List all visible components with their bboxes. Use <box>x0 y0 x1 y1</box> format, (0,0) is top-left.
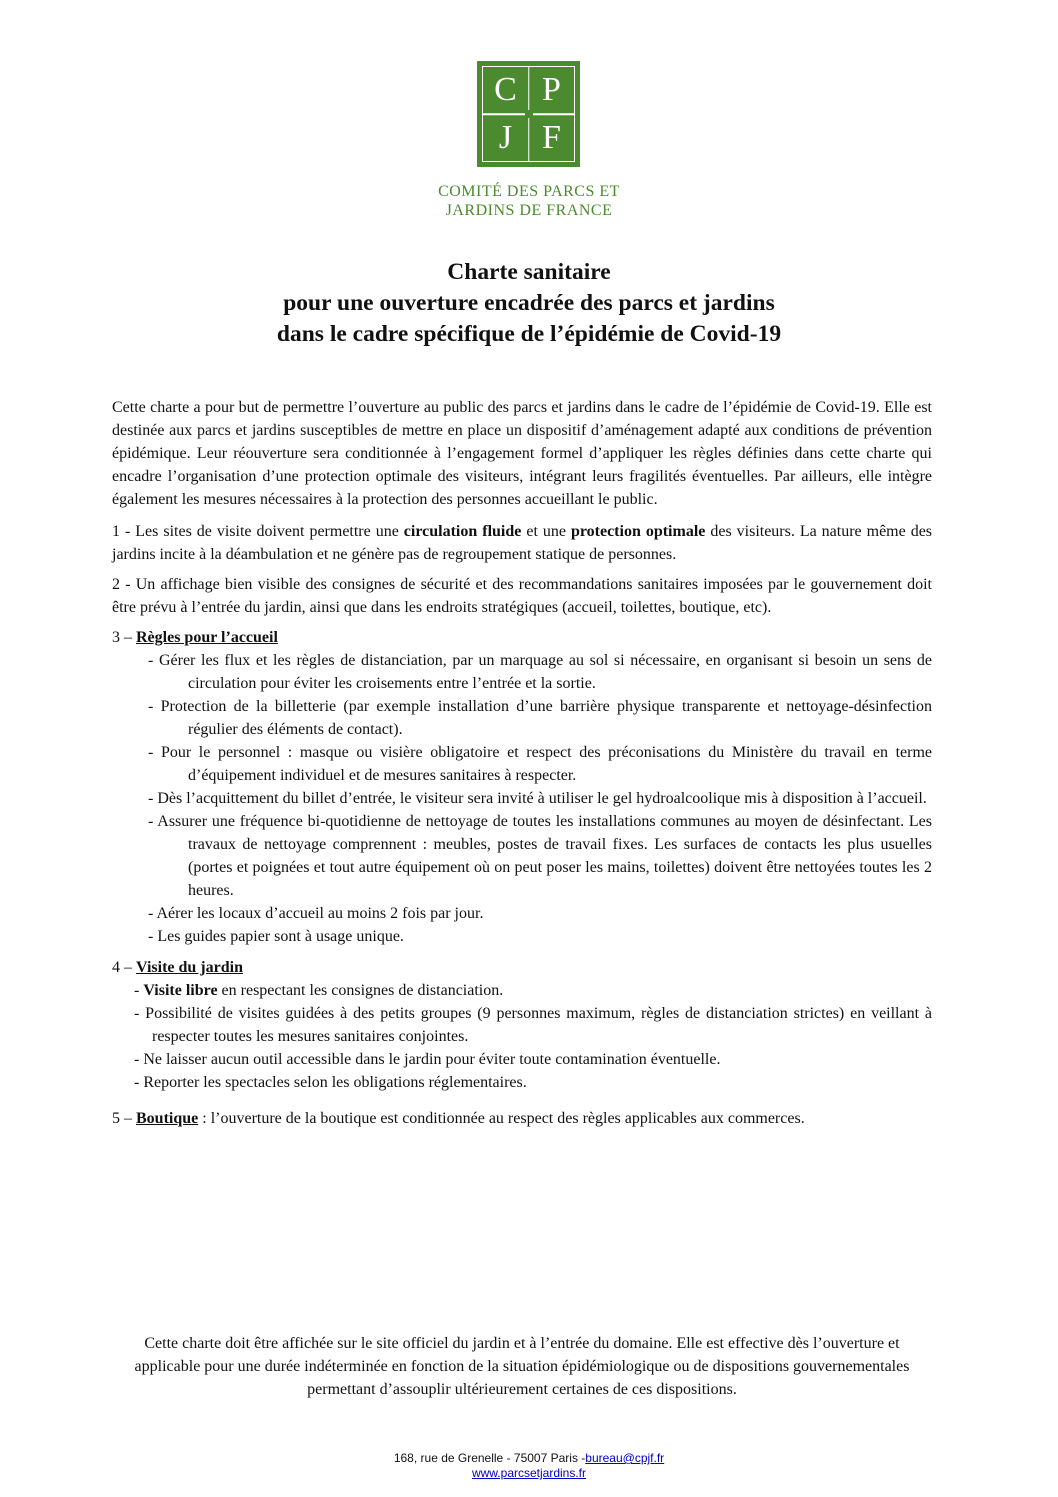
list-item: - Gérer les flux et les règles de distanciation, par un marquage au sol si nécessaire, en organisant si besoin un sens de circulation pour éviter les croisements entre l’entrée et la sortie. <box>148 652 932 692</box>
list-item: - Les guides papier sont à usage unique. <box>148 928 404 945</box>
section-4-title: Visite du jardin <box>136 959 243 976</box>
section-1 <box>112 520 932 566</box>
closing-paragraph: Cette charte doit être affichée sur le site officiel du jardin et à l’entrée du domaine. Elle est effective dès l’ouverture et applicable pour une durée indéterminée en fonction de la situation épidémiologique ou de dispositions gouvernementales permettant d’assouplir ultérieurement certaines de ces dispositions. <box>134 1335 910 1398</box>
list-item: - Possibilité de visites guidées à des petits groupes (9 personnes maximum, règles de distanciation strictes) en veillant à respecter toutes les mesures sanitaires conjointes. <box>134 1005 932 1045</box>
list-item: - Assurer une fréquence bi-quotidienne de nettoyage de toutes les installations communes au moyen de désinfectant. Les travaux de nettoyage comprennent : meubles, postes de travail fixes. Les surfaces de contacts les plus usuelles (portes et poignées et tout autre équipement où on peut poser les mains, toilettes) doivent être nettoyées toutes les 2 heures. <box>148 813 932 899</box>
document-title <box>100 257 958 350</box>
list-item: - Aérer les locaux d’accueil au moins 2 fois par jour. <box>148 905 484 922</box>
footer-email-link[interactable]: bureau@cpjf.fr <box>585 1451 665 1465</box>
section-4-heading <box>112 956 932 979</box>
logo-letter-j: J <box>498 119 513 156</box>
section-5 <box>112 1107 932 1130</box>
section-4-number: 4 – <box>112 959 136 976</box>
footer-address: 168, rue de Grenelle - 75007 Paris - <box>393 1451 586 1465</box>
intro-paragraph: Cette charte a pour but de permettre l’ouverture au public des parcs et jardins dans le cadre de l’épidémie de Covid-19. Elle est destinée aux parcs et jardins susceptibles de mettre en place un dispositif d’aménagement adapté aux conditions de prévention épidémique. Leur réouverture sera conditionnée à l’engagement formel d’appliquer les règles définies dans cette charte qui encadre l’organisation d’une protection optimale des visiteurs, intégrant leurs fragilités éventuelles. Par ailleurs, elle intègre également les mesures nécessaires à la protection des personnes accueillant le public. <box>112 399 932 508</box>
footer-line1 <box>300 1451 758 1466</box>
list-item: - Dès l’acquittement du billet d’entrée, le visiteur sera invité à utiliser le gel hydroalcoolique mis à disposition à l’accueil. <box>148 790 927 807</box>
section-5-number: 5 – <box>112 1110 136 1127</box>
section-1-text-a: Les sites de visite doivent permettre une <box>130 523 404 540</box>
section-1-bold-a: circulation fluide <box>403 523 522 540</box>
logo-letter-f: F <box>542 119 561 156</box>
footer-website-link[interactable]: www.parcsetjardins.fr <box>471 1466 587 1480</box>
section-2-text: Un affichage bien visible des consignes de sécurité et des recommandations sanitaires imposées par le gouvernement doit être prévu à l’entrée du jardin, ainsi que dans les endroits stratégiques (accueil, toilettes, boutique, etc). <box>112 576 933 616</box>
logo-caption <box>400 182 658 220</box>
section-3-list <box>112 649 932 948</box>
logo-center-mark <box>525 110 533 118</box>
title-line3: dans le cadre spécifique de l’épidémie de Covid-19 <box>276 321 782 347</box>
section-1-number: 1 - <box>112 523 131 540</box>
page-footer <box>300 1451 758 1481</box>
footer-line2 <box>300 1466 758 1481</box>
cpjf-logo <box>477 61 580 167</box>
section-2-number: 2 - <box>112 576 131 593</box>
list-item: - Pour le personnel : masque ou visière obligatoire et respect des préconisations du Ministère du travail en terme d’équipement individuel et de mesures sanitaires à respecter. <box>148 744 932 784</box>
section-4-list <box>112 979 932 1094</box>
section-3-number: 3 – <box>112 629 136 646</box>
section-5-text: : l’ouverture de la boutique est conditionnée au respect des règles applicables aux commerces. <box>198 1110 805 1127</box>
title-line1: Charte sanitaire <box>447 259 611 285</box>
title-line2: pour une ouverture encadrée des parcs et jardins <box>283 290 775 316</box>
logo-caption-line1: COMITÉ DES PARCS ET <box>438 183 620 200</box>
document-body <box>112 396 932 1130</box>
section-2 <box>112 573 932 619</box>
logo-letter-p: P <box>542 71 561 108</box>
list-item: - Ne laisser aucun outil accessible dans le jardin pour éviter toute contamination éventuelle. <box>134 1051 721 1068</box>
section-1-text-b: et une <box>521 523 571 540</box>
section-3-title: Règles pour l’accueil <box>136 629 278 646</box>
list-item-dash: - <box>134 982 144 999</box>
logo-letter-c: C <box>494 71 517 108</box>
section-3-heading <box>112 626 932 649</box>
logo-frame <box>482 66 575 162</box>
list-item-text: en respectant les consignes de distanciation. <box>217 982 504 999</box>
list-item: - Protection de la billetterie (par exemple installation d’une barrière physique transparente et nettoyage-désinfection régulier des éléments de contact). <box>148 698 932 738</box>
list-item-bold: Visite libre <box>143 982 218 999</box>
section-1-bold-b: protection optimale <box>570 523 706 540</box>
list-item <box>134 979 932 1002</box>
section-5-title: Boutique <box>136 1110 199 1127</box>
section-1-text-c: des visiteurs. La nature même des jardins incite à la déambulation et ne génère pas de regroupement statique de personnes. <box>112 523 933 563</box>
logo-caption-line2: JARDINS DE FRANCE <box>445 202 613 219</box>
list-item: - Reporter les spectacles selon les obligations réglementaires. <box>134 1074 527 1091</box>
